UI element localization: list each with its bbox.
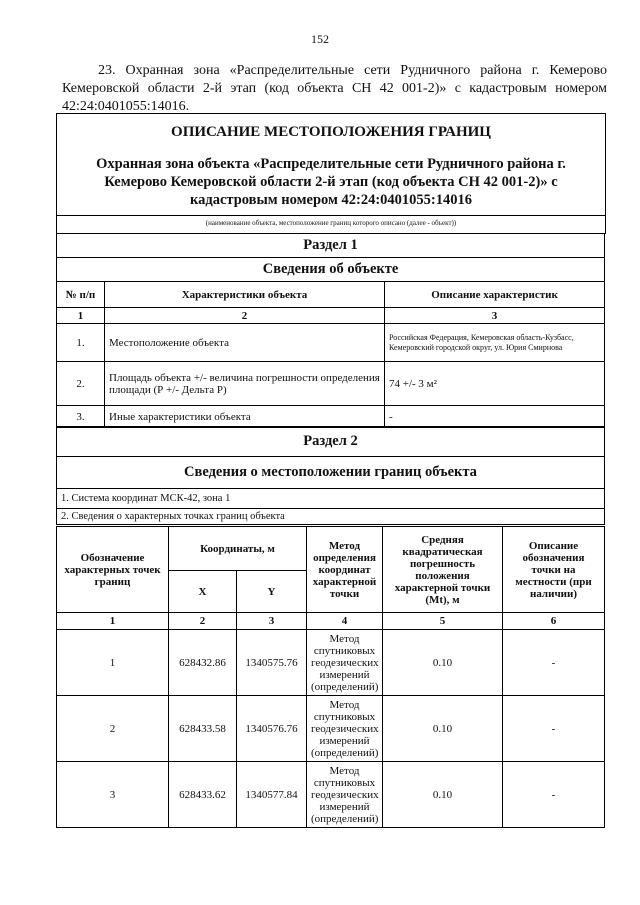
table-row: [57, 762, 605, 828]
document-subtitle: Охранная зона объекта «Распределительные сети Рудничного района г. Кемерово Кемеровской области 2-й этап (код объекта СН 42 001-2)» с кадастровым номером 42:24:0401055:14016: [96, 156, 566, 208]
table-row: [57, 406, 605, 428]
section1-title: Раздел 1: [57, 234, 605, 258]
col-header-description: Описание характеристик: [385, 282, 605, 308]
col-number: 2: [169, 613, 237, 630]
section1-subtitle: Сведения об объекте: [57, 258, 605, 282]
col-number: 1: [57, 308, 105, 324]
row-num: 1.: [57, 324, 105, 362]
point-y: 1340576.76: [237, 696, 307, 762]
header-coords: Координаты, м: [169, 527, 307, 571]
point-desc: -: [503, 762, 605, 828]
points-table: [56, 526, 605, 828]
point-id: 3: [57, 762, 169, 828]
row-value: Российская Федерация, Кемеровская область-Кузбасс, Кемеровский городской округ, ул. Юрия Смирнова: [385, 324, 605, 362]
col-number: 6: [503, 613, 605, 630]
section1-table: [56, 233, 605, 428]
header-method: Метод определения координат характерной точки: [307, 527, 383, 613]
point-x: 628433.58: [169, 696, 237, 762]
row-name: Иные характеристики объекта: [105, 406, 385, 428]
col-number: 3: [237, 613, 307, 630]
header-error: Средняя квадратическая погрешность положения характерной точки (Mt), м: [383, 527, 503, 613]
row-num: 2.: [57, 362, 105, 406]
header-description: Описание обозначения точки на местности (при наличии): [503, 527, 605, 613]
row-value: 74 +/- 3 м²: [385, 362, 605, 406]
section2-subtitle: Сведения о местоположении границ объекта: [57, 457, 605, 489]
col-number: 5: [383, 613, 503, 630]
point-method: Метод спутниковых геодезических измерений (определений): [307, 630, 383, 696]
intro-text: 23. Охранная зона «Распределительные сети Рудничного района г. Кемерово Кемеровской области 2-й этап (код объекта СН 42 001-2)» с кадастровым номером 42:24:0401055:14016.: [62, 63, 607, 114]
col-number: 2: [105, 308, 385, 324]
col-header-num: № п/п: [57, 282, 105, 308]
point-method: Метод спутниковых геодезических измерений (определений): [307, 696, 383, 762]
object-note: (наименование объекта, местоположение границ которого описано (далее - объект)): [205, 219, 457, 227]
intro-paragraph: [62, 62, 607, 116]
point-y: 1340575.76: [237, 630, 307, 696]
point-x: 628433.62: [169, 762, 237, 828]
row-name: Местоположение объекта: [105, 324, 385, 362]
header-designation: Обозначение характерных точек границ: [57, 527, 169, 613]
point-id: 1: [57, 630, 169, 696]
table-row: [57, 630, 605, 696]
col-number: 3: [385, 308, 605, 324]
header-y: Y: [237, 571, 307, 613]
row-value: -: [385, 406, 605, 428]
col-number: 4: [307, 613, 383, 630]
point-id: 2: [57, 696, 169, 762]
table-row: [57, 324, 605, 362]
section2-title: Раздел 2: [57, 427, 605, 457]
object-note-row: [56, 215, 606, 234]
col-header-characteristics: Характеристики объекта: [105, 282, 385, 308]
row-num: 3.: [57, 406, 105, 428]
point-error: 0.10: [383, 630, 503, 696]
section2-header-table: [56, 426, 605, 525]
point-error: 0.10: [383, 762, 503, 828]
points-caption: 2. Сведения о характерных точках границ объекта: [57, 509, 605, 525]
header-x: X: [169, 571, 237, 613]
table-row: [57, 362, 605, 406]
point-desc: -: [503, 696, 605, 762]
table-row: [57, 696, 605, 762]
point-desc: -: [503, 630, 605, 696]
coord-system: 1. Система координат МСК-42, зона 1: [57, 489, 605, 509]
point-error: 0.10: [383, 696, 503, 762]
row-name: Площадь объекта +/- величина погрешности определения площади (Р +/- Дельта Р): [105, 362, 385, 406]
document-header: [56, 113, 606, 216]
point-x: 628432.86: [169, 630, 237, 696]
point-y: 1340577.84: [237, 762, 307, 828]
document-title: ОПИСАНИЕ МЕСТОПОЛОЖЕНИЯ ГРАНИЦ: [171, 124, 491, 140]
point-method: Метод спутниковых геодезических измерений (определений): [307, 762, 383, 828]
col-number: 1: [57, 613, 169, 630]
page-number: 152: [311, 32, 329, 46]
